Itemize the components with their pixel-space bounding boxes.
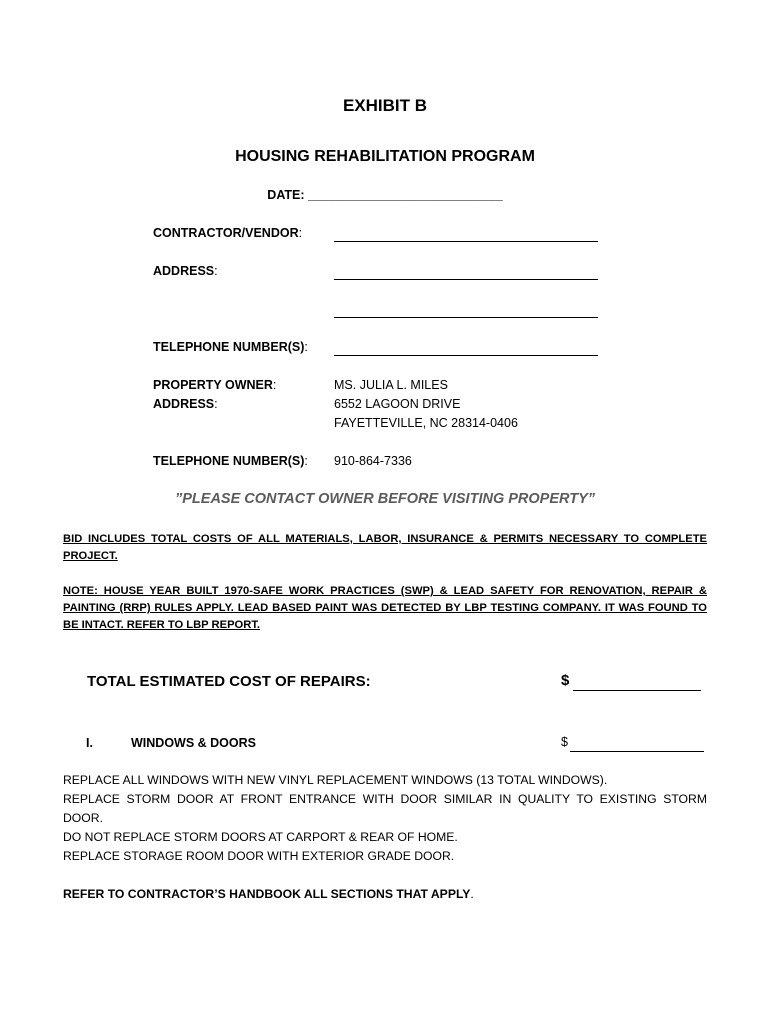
- owner-telephone-label: TELEPHONE NUMBER(S):: [153, 454, 308, 468]
- scope-line: DO NOT REPLACE STORM DOORS AT CARPORT & REAR OF HOME.: [63, 830, 458, 844]
- section-cost-blank-line: [570, 751, 704, 752]
- date-field: DATE: ____________________________: [267, 188, 503, 202]
- contractor-blank-line: [334, 241, 598, 242]
- contact-owner-notice: ”PLEASE CONTACT OWNER BEFORE VISITING PROPERTY”: [175, 491, 595, 507]
- section-number: I.: [86, 736, 93, 750]
- owner-city: FAYETTEVILLE, NC 28314-0406: [334, 416, 518, 430]
- program-title: HOUSING REHABILITATION PROGRAM: [235, 148, 535, 165]
- section-cost-currency: $: [561, 735, 568, 749]
- section-title: WINDOWS & DOORS: [131, 736, 256, 750]
- contractor-label: CONTRACTOR/VENDOR:: [153, 226, 303, 240]
- address-label: ADDRESS:: [153, 264, 218, 278]
- telephone-blank-line: [334, 355, 598, 356]
- owner-street: 6552 LAGOON DRIVE: [334, 397, 461, 411]
- owner-name: MS. JULIA L. MILES: [334, 378, 448, 392]
- telephone-label: TELEPHONE NUMBER(S):: [153, 340, 308, 354]
- owner-address-label: ADDRESS:: [153, 397, 218, 411]
- total-cost-blank-line: [573, 690, 701, 691]
- bid-includes-paragraph: BID INCLUDES TOTAL COSTS OF ALL MATERIALS, LABOR, INSURANCE & PERMITS NECESSARY TO COMPLETE PROJECT.: [63, 533, 707, 562]
- address-blank-line: [334, 279, 598, 280]
- scope-line: REPLACE ALL WINDOWS WITH NEW VINYL REPLACEMENT WINDOWS (13 TOTAL WINDOWS).: [63, 773, 608, 787]
- lead-safety-note: NOTE: HOUSE YEAR BUILT 1970-SAFE WORK PRACTICES (SWP) & LEAD SAFETY FOR RENOVATION, REPAIR & PAINTING (RRP) RULES APPLY. LEAD BASED PAINT WAS DETECTED BY LBP TESTING COMPANY. IT WAS FOUND TO BE INTACT. REFER TO LBP REPORT.: [63, 585, 707, 631]
- exhibit-title: EXHIBIT B: [342, 96, 428, 115]
- owner-telephone: 910-864-7336: [334, 454, 412, 468]
- scope-line: REPLACE STORAGE ROOM DOOR WITH EXTERIOR GRADE DOOR.: [63, 849, 455, 863]
- address-blank-line-2: [334, 317, 598, 318]
- total-cost-currency: $: [561, 672, 570, 689]
- refer-handbook: REFER TO CONTRACTOR’S HANDBOOK ALL SECTIONS THAT APPLY.: [63, 887, 474, 901]
- scope-line: REPLACE STORM DOOR AT FRONT ENTRANCE WITH DOOR SIMILAR IN QUALITY TO EXISTING STORM DOOR.: [63, 792, 707, 825]
- property-owner-label: PROPERTY OWNER:: [153, 378, 277, 392]
- total-cost-label: TOTAL ESTIMATED COST OF REPAIRS:: [87, 673, 371, 690]
- section-scope-text: [63, 771, 707, 866]
